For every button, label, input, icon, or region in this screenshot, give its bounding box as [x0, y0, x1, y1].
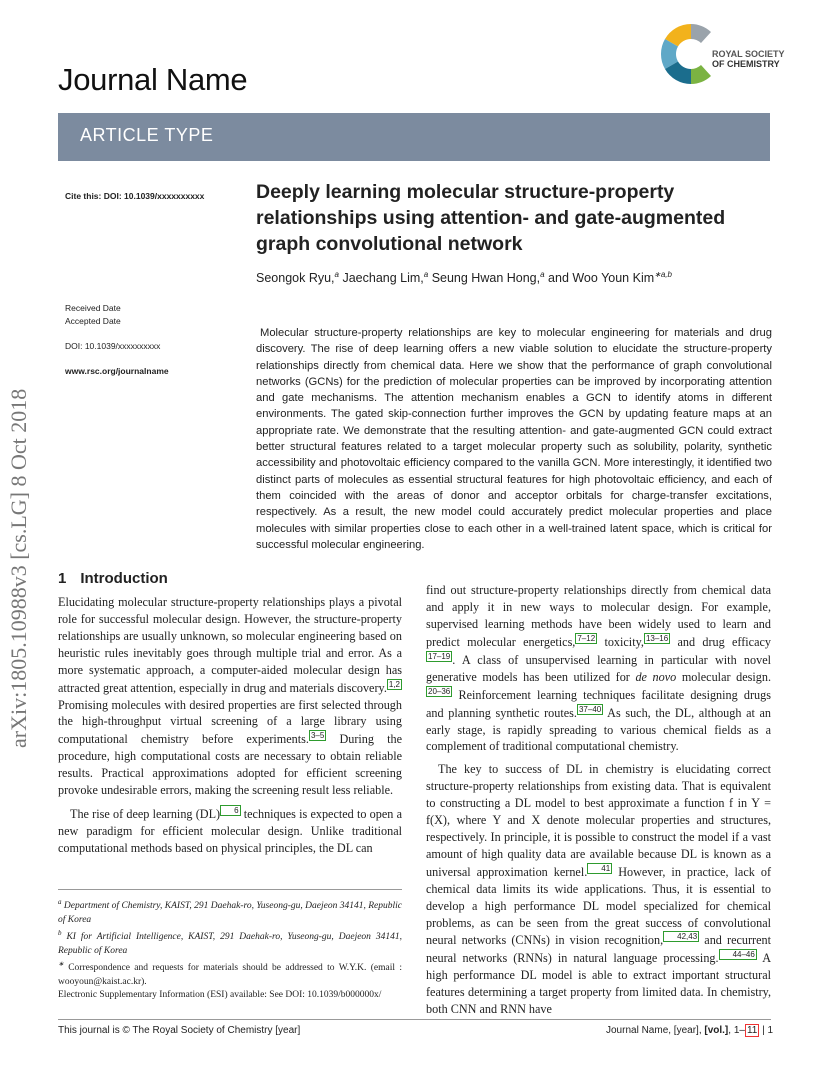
citation-link[interactable]: 41 — [587, 863, 612, 874]
footer-copyright: This journal is © The Royal Society of Chemistry [year] — [58, 1025, 301, 1036]
article-type: ARTICLE TYPE — [80, 125, 214, 145]
footnote-b: $^b$ KI for Artificial Intelligence, KAIST, 291 Daehak-ro, Yuseong-gu, Daejeon 34141, Republic of Korea — [58, 928, 402, 956]
journal-name: Journal Name — [58, 62, 248, 97]
citation-link[interactable]: 20–36 — [428, 686, 451, 696]
footnotes — [58, 896, 402, 1002]
body-column-left — [58, 594, 402, 857]
paragraph: Elucidating molecular structure-property relationships plays a pivotal role for successful molecular design. However, the structure-property relationships are usually unknown, so molecular engineering based on heuristic rules inevitably goes through multiple trial and error. As a more systematic approach, a computer-aided molecular design has attracted great attention, especially in drug and materials discovery. 1,2 Promising molecules with desired properties are first selected through the high-throughput virtual screening of a large library using computational chemistry before experiments. 3–5 During the procedure, high computational costs are necessary to obtain reliable results. Practical approximations adopted for efficient screening provoke undesirable errors, making the screening result less reliable. — [58, 595, 402, 798]
author-name: Jaechang Lim, — [338, 271, 424, 286]
rsc-logo-text: ROYAL SOCIETY OF CHEMISTRY — [712, 49, 785, 69]
body-column-right — [426, 582, 771, 1018]
section-number: 1 — [58, 570, 67, 587]
received-date: Received Date — [65, 303, 121, 313]
doi: DOI: 10.1039/xxxxxxxxxx — [65, 341, 161, 351]
page-count-link[interactable]: 11 — [746, 1025, 758, 1036]
author-list — [256, 270, 672, 285]
author-name: and Woo Youn Kim — [544, 271, 655, 286]
arxiv-stamp: arXiv:1805.10988v3 [cs.LG] 8 Oct 2018 — [6, 388, 31, 748]
author-affiliation: a — [423, 270, 429, 279]
author-affiliation: a — [540, 270, 545, 279]
author-affiliation: a — [334, 270, 339, 279]
cite-this: Cite this: DOI: 10.1039/xxxxxxxxxx — [65, 191, 205, 201]
footer-page-info: Journal Name, [year], [vol.], 1– 11 | 1 — [606, 1025, 774, 1036]
author-name: Seung Hwan Hong, — [428, 271, 541, 286]
section-title: Introduction — [80, 570, 168, 587]
abstract: Molecular structure-property relationships are key to molecular engineering for materials and drug discovery. The rise of deep learning offers a new viable solution to elucidate the structure-property relationships directly from chemical data. Here we show that the performance of graph convolutional networks (GCNs) for the prediction of molecular properties can be improved by incorporating attention and gate mechanisms. The attention mechanism enables a GCN to identify atoms in different environments. The gated skip-connection further improves the GCN by updating feature maps at an appropriate rate. We demonstrate that the resulting attention- and gate-augmented GCN could extract better structural features related to a target molecular property such as solubility, polarity, synthetic accessibility and photovoltaic efficiency compared to the vanilla GCN. More interestingly, it identified two distinct parts of molecules as essential structural features for high photovoltaic efficiency, and each of them coincided with the areas of donor and acceptor orbitals for charge-transfer excitations, respectively. As a result, the new model could accurately predict molecular properties and place molecules with similar properties close to each other in a well-trained latent space, which is critical for successful molecular engineering. — [256, 327, 772, 551]
citation-link[interactable]: 42,43 — [663, 931, 699, 942]
citation-link[interactable]: 7–12 — [577, 633, 596, 643]
article-title: Deeply learning molecular structure-property relationships using attention- and gate-augmented graph convolutional network — [256, 181, 726, 255]
citation-link[interactable]: 1,2 — [388, 679, 400, 689]
paragraph: The rise of deep learning (DL) 6 techniques is expected to open a new paradigm for efficient molecular design. Unlike traditional computational methods based on physical principles, the DL can — [58, 806, 402, 855]
article-type-banner — [58, 113, 770, 161]
footnote-esi: Electronic Supplementary Information (ESI) available: See DOI: 10.1039/b000000x/ — [58, 989, 382, 1000]
footnote-correspondence: ∗ Correspondence and requests for materials should be addressed to W.Y.K. (email : wooyoun@kaist.ac.kr). — [58, 959, 402, 987]
accepted-date: Accepted Date — [65, 316, 121, 326]
citation-link[interactable]: 6 — [220, 805, 240, 816]
citation-link[interactable]: 3–5 — [310, 731, 325, 741]
citation-link[interactable]: 44–46 — [719, 949, 757, 960]
author-name: Seongok Ryu, — [256, 271, 335, 286]
footnote-divider — [58, 889, 402, 890]
author-affiliation: ∗a,b — [654, 270, 672, 279]
citation-link[interactable]: 17–19 — [428, 651, 451, 661]
footnote-a: $^a$ Department of Chemistry, KAIST, 291 Daehak-ro, Yuseong-gu, Daejeon 34141, Republic of Korea — [58, 898, 403, 925]
citation-link[interactable]: 13–16 — [645, 633, 669, 643]
section-heading — [58, 570, 168, 587]
journal-url[interactable]: www.rsc.org/journalname — [65, 366, 169, 376]
citation-link[interactable]: 37–40 — [578, 704, 602, 714]
footer-divider — [58, 1019, 771, 1020]
paragraph: The key to success of DL in chemistry is elucidating correct structure-property relationships from existing data. That is equivalent to constructing a DL model to best approximate a function f in Y = f(X), where Y and X denote molecular properties and structures, respectively. In principle, it is possible to construct the model if a vast amount of high quality data are available because DL is known as a universal approximation kernel. 41 However, in practice, lack of chemical data limits its wide applications. Thus, it is essential to develop a high performance DL model specialized for chemical problems, as can be seen from the great success of convolutional neural networks (CNNs) in vision recognition, 42,43 and recurrent neural networks (RNNs) in natural language processing. 44–46 A high performance DL model is able to extract important structural features determining a target property from limited data. In chemistry, both CNN and RNN have — [426, 762, 771, 1017]
paragraph: find out structure-property relationships directly from chemical data and apply it in new ways to molecular design. For example, supervised learning methods have been widely used to learn and predict molecular energetics, 7–12 toxicity, 13–16 and drug efficacy17–19 . A class of unsupervised learning in particular with novel generative models has been utilized for de novo molecular design.20–36 Reinforcement learning techniques facilitate designing drugs and planning synthetic routes. 37–40 As such, the DL, although at an early stage, is rapidly spreading to various chemical fields as a complement of traditional computational chemistry. — [426, 583, 771, 754]
